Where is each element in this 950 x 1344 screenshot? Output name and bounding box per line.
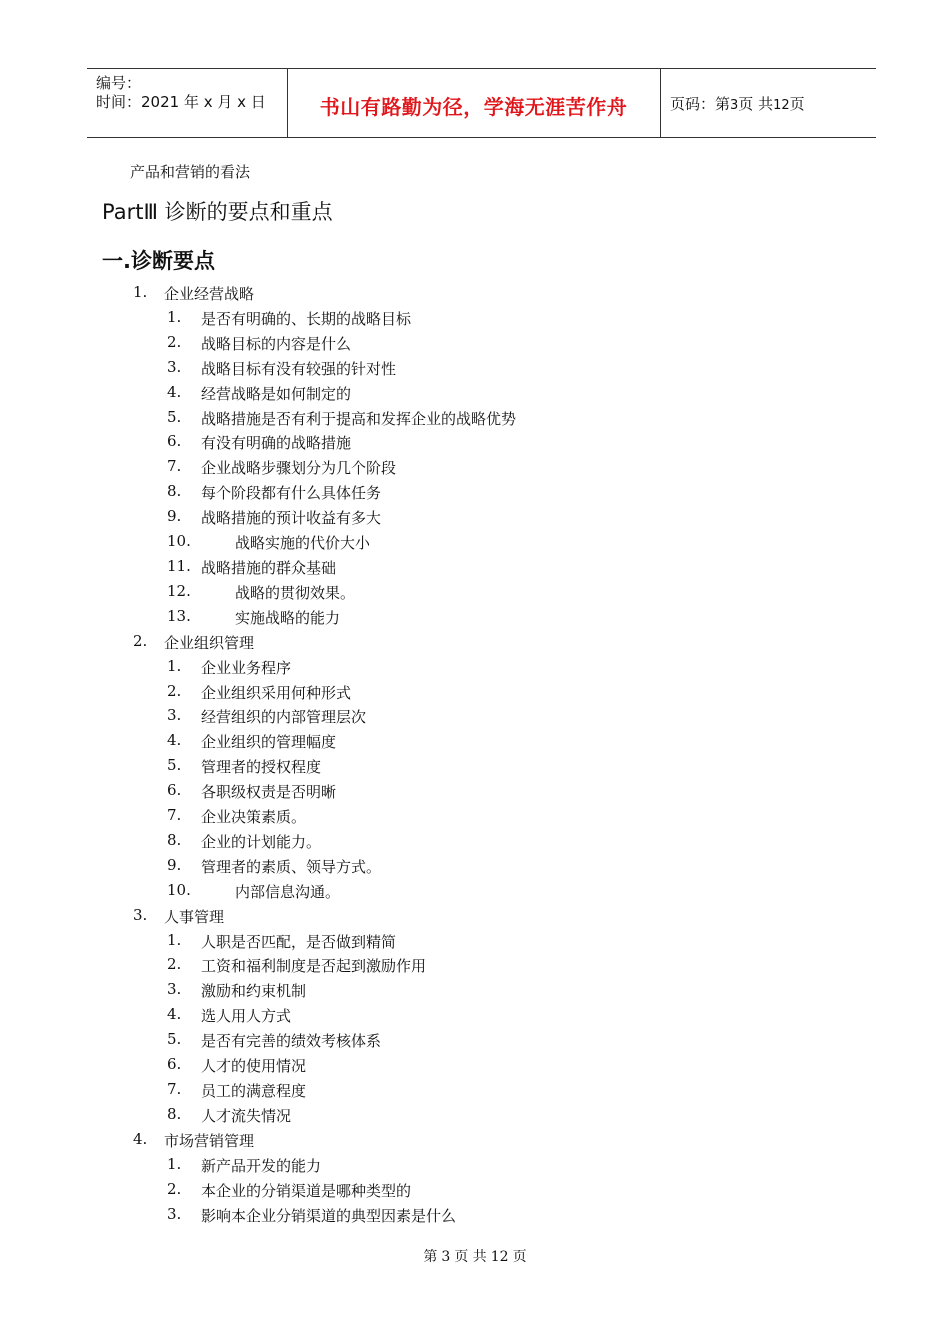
outline-item <box>0 408 950 433</box>
item-number: 1. <box>167 930 182 949</box>
item-number: 5. <box>167 756 182 775</box>
outline-item <box>0 831 950 856</box>
outline-item <box>0 582 950 607</box>
header-motto: 书山有路勤为径，学海无涯苦作舟 <box>319 95 628 119</box>
outline-section <box>0 906 950 931</box>
item-number: 1. <box>167 1154 182 1173</box>
outline-item <box>0 308 950 333</box>
footer-suffix: 页 <box>512 1249 527 1265</box>
outline-item <box>0 607 950 632</box>
item-text: 管理者的授权程度 <box>201 758 322 777</box>
outline-item <box>0 457 950 482</box>
item-number: 6. <box>167 432 182 451</box>
item-text: 管理者的素质、领导方式。 <box>201 857 382 876</box>
item-number: 9. <box>167 855 182 874</box>
header-meta-cell <box>87 69 288 137</box>
item-text: 激励和约束机制 <box>201 982 307 1001</box>
outline-item <box>0 980 950 1005</box>
item-number: 2. <box>167 1179 182 1198</box>
item-number: 6. <box>167 1055 182 1074</box>
item-text: 每个阶段都有什么具体任务 <box>201 484 382 503</box>
item-text: 企业组织采用何种形式 <box>201 683 352 702</box>
section-title: 一.诊断要点 <box>102 249 215 273</box>
item-number: 1. <box>167 656 182 675</box>
section-number: 1. <box>133 283 148 301</box>
item-number: 10. <box>167 880 191 899</box>
item-text: 有没有明确的战略措施 <box>201 434 352 453</box>
item-text: 战略目标有没有较强的针对性 <box>201 359 397 378</box>
outline-item <box>0 706 950 731</box>
outline-item <box>0 806 950 831</box>
item-number: 3. <box>167 706 182 725</box>
outline-item <box>0 333 950 358</box>
item-number: 1. <box>167 307 182 326</box>
item-text: 人职是否匹配，是否做到精简 <box>201 932 397 951</box>
footer-mid: 页 共 <box>454 1249 487 1265</box>
outline-item <box>0 931 950 956</box>
outline-item <box>0 1105 950 1130</box>
footer-prefix: 第 <box>423 1249 438 1265</box>
item-text: 内部信息沟通。 <box>235 882 341 901</box>
outline-item <box>0 1055 950 1080</box>
item-text: 选人用人方式 <box>201 1007 292 1026</box>
item-text: 员工的满意程度 <box>201 1082 307 1100</box>
section-heading: 企业经营战略 <box>164 285 255 303</box>
outline-section <box>0 283 950 308</box>
item-number: 3. <box>167 980 182 999</box>
item-number: 2. <box>167 681 182 700</box>
outline-item <box>0 482 950 507</box>
item-text: 经营组织的内部管理层次 <box>201 708 367 727</box>
page-header <box>87 68 876 138</box>
item-number: 7. <box>167 457 182 476</box>
item-text: 各职级权责是否明晰 <box>201 783 337 802</box>
outline-item <box>0 881 950 906</box>
outline-item <box>0 682 950 707</box>
outline-item <box>0 731 950 756</box>
item-number: 3. <box>167 1204 182 1223</box>
item-text: 是否有完善的绩效考核体系 <box>201 1032 382 1051</box>
item-text: 是否有明确的、长期的战略目标 <box>201 309 412 328</box>
part-title: PartⅢ 诊断的要点和重点 <box>102 200 333 224</box>
document-date: 时间：2021 年 x 月 x 日 <box>96 93 266 111</box>
outline-item <box>0 557 950 582</box>
item-text: 战略实施的代价大小 <box>235 534 371 553</box>
page-footer <box>0 1246 950 1266</box>
header-page-cell <box>660 69 876 137</box>
outline-item <box>0 657 950 682</box>
outline-item <box>0 358 950 383</box>
header-motto-cell <box>287 69 661 137</box>
section-heading: 企业组织管理 <box>164 633 255 652</box>
item-number: 13. <box>167 606 191 625</box>
header-page-number <box>670 93 805 114</box>
item-text: 人才的使用情况 <box>201 1057 307 1076</box>
item-text: 人才流失情况 <box>201 1106 292 1125</box>
item-number: 8. <box>167 1104 182 1123</box>
item-text: 本企业的分销渠道是哪种类型的 <box>201 1181 412 1200</box>
outline-item <box>0 1080 950 1105</box>
item-number: 4. <box>167 1005 182 1024</box>
header-page-mid: 页 共 <box>738 95 774 113</box>
item-text: 企业战略步骤划分为几个阶段 <box>201 459 397 478</box>
item-text: 新产品开发的能力 <box>201 1156 322 1175</box>
outline-item <box>0 1180 950 1205</box>
item-text: 企业决策素质。 <box>201 808 307 827</box>
item-number: 5. <box>167 407 182 426</box>
item-text: 影响本企业分销渠道的典型因素是什么 <box>201 1206 457 1225</box>
item-number: 3. <box>167 357 182 376</box>
outline-item <box>0 1205 950 1230</box>
outline-item <box>0 856 950 881</box>
header-page-suffix: 页 <box>789 95 805 113</box>
item-text: 实施战略的能力 <box>235 608 341 627</box>
item-number: 7. <box>167 1080 182 1098</box>
outline-item <box>0 507 950 532</box>
section-number: 3. <box>133 905 148 924</box>
diagnosis-outline <box>0 283 950 1229</box>
item-number: 10. <box>167 532 191 551</box>
outline-item <box>0 756 950 781</box>
item-text: 企业组织的管理幅度 <box>201 733 337 752</box>
intro-text: 产品和营销的看法 <box>130 163 251 181</box>
section-heading: 市场营销管理 <box>164 1131 255 1150</box>
outline-section <box>0 1130 950 1155</box>
footer-current: 3 <box>441 1249 451 1265</box>
section-number: 2. <box>133 631 148 650</box>
item-number: 8. <box>167 830 182 849</box>
item-number: 11. <box>167 556 191 575</box>
item-text: 战略的贯彻效果。 <box>235 583 356 602</box>
section-heading: 人事管理 <box>164 907 225 926</box>
footer-total: 12 <box>490 1249 509 1265</box>
item-text: 战略措施是否有利于提高和发挥企业的战略优势 <box>201 409 517 428</box>
item-number: 9. <box>167 507 182 526</box>
outline-item <box>0 432 950 457</box>
item-text: 工资和福利制度是否起到激励作用 <box>201 957 427 976</box>
item-text: 企业的计划能力。 <box>201 832 322 851</box>
item-number: 2. <box>167 332 182 351</box>
item-number: 4. <box>167 382 182 401</box>
item-number: 8. <box>167 482 182 501</box>
outline-item <box>0 532 950 557</box>
item-text: 企业业务程序 <box>201 658 292 677</box>
item-number: 2. <box>167 955 182 974</box>
document-number-label: 编号： <box>96 74 142 92</box>
item-number: 12. <box>167 581 191 600</box>
item-text: 战略措施的群众基础 <box>201 558 337 577</box>
outline-section <box>0 632 950 657</box>
header-page-total: 12 <box>773 98 790 113</box>
section-number: 4. <box>133 1129 148 1148</box>
outline-item <box>0 781 950 806</box>
item-text: 战略目标的内容是什么 <box>201 334 352 353</box>
outline-item <box>0 1155 950 1180</box>
item-number: 7. <box>167 806 182 825</box>
outline-item <box>0 955 950 980</box>
item-number: 5. <box>167 1030 182 1049</box>
item-text: 经营战略是如何制定的 <box>201 384 352 403</box>
item-number: 6. <box>167 781 182 800</box>
outline-item <box>0 383 950 408</box>
item-number: 4. <box>167 731 182 750</box>
header-page-current: 3 <box>730 98 739 113</box>
item-text: 战略措施的预计收益有多大 <box>201 509 382 528</box>
header-page-prefix: 页码：第 <box>670 95 731 113</box>
outline-item <box>0 1030 950 1055</box>
outline-item <box>0 1005 950 1030</box>
